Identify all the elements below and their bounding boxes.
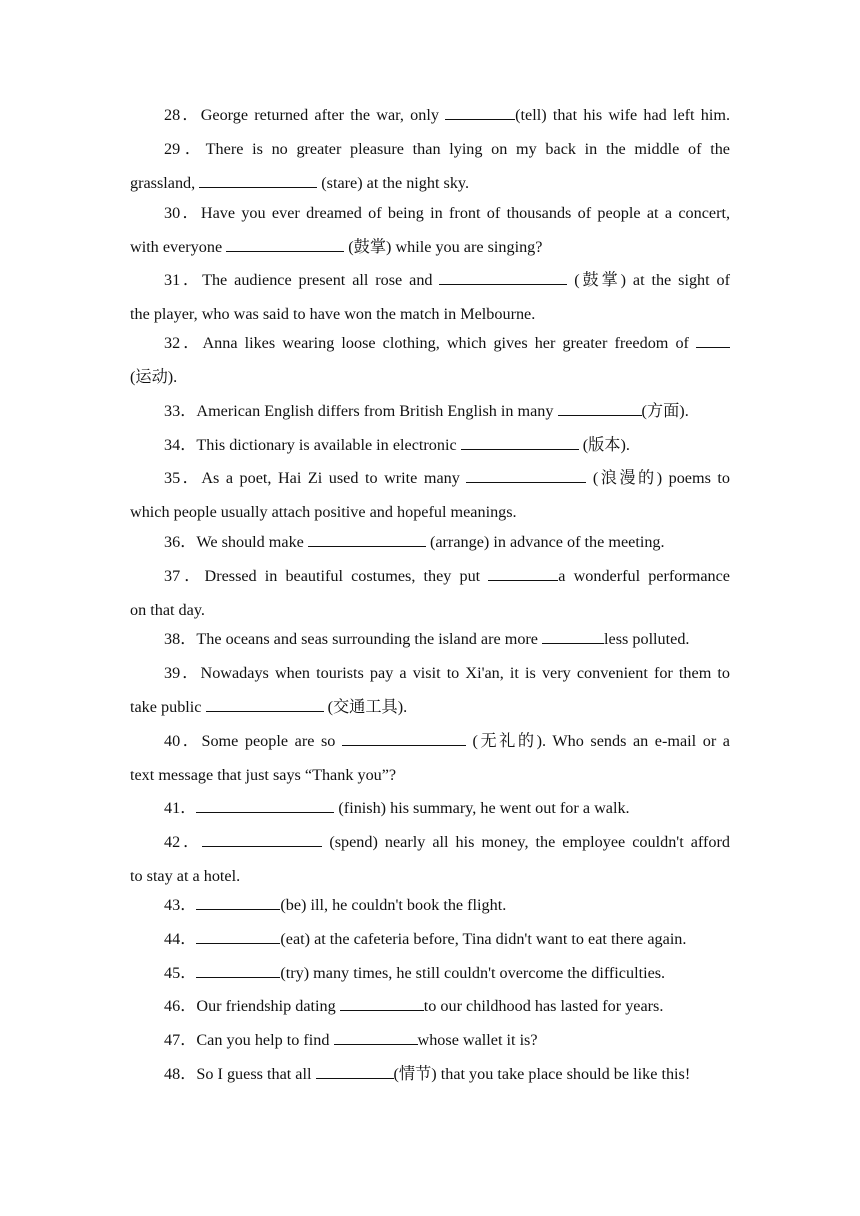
question-number: 28． xyxy=(164,106,201,124)
question-line xyxy=(130,395,730,429)
question-line xyxy=(130,1058,730,1092)
question-text: take public xyxy=(130,697,206,716)
question-line xyxy=(130,691,730,725)
question-47 xyxy=(130,1024,730,1058)
question-line xyxy=(130,496,730,530)
question-text: (交通工具). xyxy=(323,697,408,716)
question-number: 35． xyxy=(164,469,202,487)
answer-blank[interactable] xyxy=(542,630,604,644)
question-text: The audience present all rose and xyxy=(202,271,440,289)
question-line xyxy=(130,923,730,957)
answer-blank[interactable] xyxy=(461,436,579,450)
question-text: a wonderful performance xyxy=(558,567,730,585)
question-number: 34． xyxy=(164,436,197,454)
question-35 xyxy=(130,462,730,529)
question-number: 43． xyxy=(164,896,197,914)
question-number: 45． xyxy=(164,964,197,982)
question-line xyxy=(130,231,730,265)
question-text: whose wallet it is? xyxy=(417,1031,538,1049)
question-text: Can you help to find xyxy=(196,1031,334,1049)
question-line xyxy=(130,759,730,793)
question-text: on that day. xyxy=(130,600,205,619)
question-48 xyxy=(130,1058,730,1092)
question-line xyxy=(130,1024,730,1058)
question-line xyxy=(130,725,730,759)
question-text: (方面). xyxy=(641,402,689,420)
question-number: 29． xyxy=(164,140,206,158)
question-line xyxy=(130,657,730,691)
question-line xyxy=(130,623,730,657)
question-text: grassland, xyxy=(130,173,200,192)
answer-blank[interactable] xyxy=(334,1031,418,1045)
question-line xyxy=(130,429,730,463)
answer-blank[interactable] xyxy=(342,732,466,746)
question-line xyxy=(130,560,730,594)
question-text: George returned after the war, only xyxy=(200,106,446,124)
question-text: (情节) that you take place should be like this! xyxy=(393,1065,691,1083)
question-text: As a poet, Hai Zi used to write many xyxy=(201,469,467,487)
question-number: 44． xyxy=(164,930,197,948)
question-text: to our childhood has lasted for years. xyxy=(423,997,664,1015)
question-43 xyxy=(130,889,730,923)
question-text: American English differs from British English in many xyxy=(196,402,558,420)
answer-blank[interactable] xyxy=(226,238,344,252)
question-text: text message that just says “Thank you”? xyxy=(130,765,397,784)
question-34 xyxy=(130,429,730,463)
answer-blank[interactable] xyxy=(439,271,567,285)
question-37 xyxy=(130,560,730,627)
question-number: 46． xyxy=(164,997,197,1015)
question-line xyxy=(130,957,730,991)
question-text: Have you ever dreamed of being in front of thousands of people at a concert, xyxy=(200,204,731,222)
question-text: which people usually attach positive and hopeful meanings. xyxy=(130,502,517,521)
question-text: (版本). xyxy=(578,436,630,454)
answer-blank[interactable] xyxy=(196,964,280,978)
question-text: Dressed in beautiful costumes, they put xyxy=(204,567,489,585)
question-number: 31． xyxy=(164,271,203,289)
question-number: 40． xyxy=(164,732,202,750)
answer-blank[interactable] xyxy=(340,997,424,1011)
question-line xyxy=(130,361,730,395)
answer-blank[interactable] xyxy=(206,698,324,712)
question-line xyxy=(130,167,730,201)
question-text: (spend) nearly all his money, the employee couldn't afford xyxy=(322,833,730,851)
question-number: 37． xyxy=(164,567,205,585)
question-text: We should make xyxy=(196,533,308,551)
question-45 xyxy=(130,957,730,991)
question-number: 32． xyxy=(164,334,203,352)
question-text: Nowadays when tourists pay a visit to Xi'an, it is very convenient for them to xyxy=(200,664,731,682)
answer-blank[interactable] xyxy=(466,469,586,483)
answer-blank[interactable] xyxy=(196,930,280,944)
question-line xyxy=(130,462,730,496)
question-number: 33． xyxy=(164,402,197,420)
question-44 xyxy=(130,923,730,957)
question-text: There is no greater pleasure than lying on my back in the middle of the xyxy=(205,140,730,158)
question-text: (finish) his summary, he went out for a walk. xyxy=(334,799,630,817)
question-line xyxy=(130,526,730,560)
question-line xyxy=(130,826,730,860)
question-line xyxy=(130,792,730,826)
question-text: (try) many times, he still couldn't overcome the difficulties. xyxy=(280,964,666,982)
question-41 xyxy=(130,792,730,826)
question-text: (stare) at the night sky. xyxy=(317,173,470,192)
question-text: This dictionary is available in electronic xyxy=(196,436,461,454)
question-number: 42． xyxy=(164,833,203,851)
question-line xyxy=(130,99,730,133)
question-text: (鼓掌) while you are singing? xyxy=(344,237,543,256)
question-text: to stay at a hotel. xyxy=(130,866,241,885)
question-text: So I guess that all xyxy=(196,1065,316,1083)
question-text: (tell) that his wife had left him. xyxy=(515,106,730,124)
question-text: (eat) at the cafeteria before, Tina didn't want to eat there again. xyxy=(280,930,687,948)
answer-blank[interactable] xyxy=(488,567,558,581)
answer-blank[interactable] xyxy=(558,402,642,416)
question-text: (浪漫的) poems to xyxy=(586,469,730,487)
question-32 xyxy=(130,327,730,394)
question-number: 30． xyxy=(164,204,201,222)
question-29 xyxy=(130,133,730,200)
question-text: Some people are so xyxy=(201,732,342,750)
question-40 xyxy=(130,725,730,792)
question-39 xyxy=(130,657,730,724)
question-text: The oceans and seas surrounding the island are more xyxy=(196,630,543,648)
question-text: (be) ill, he couldn't book the flight. xyxy=(280,896,507,914)
question-46 xyxy=(130,990,730,1024)
question-38 xyxy=(130,623,730,657)
question-text: Our friendship dating xyxy=(196,997,340,1015)
question-text: (arrange) in advance of the meeting. xyxy=(425,533,665,551)
answer-blank[interactable] xyxy=(196,799,334,813)
question-number: 39． xyxy=(164,664,201,682)
answer-blank[interactable] xyxy=(308,533,426,547)
question-28 xyxy=(130,99,730,133)
question-text: with everyone xyxy=(130,237,227,256)
question-36 xyxy=(130,526,730,560)
answer-blank[interactable] xyxy=(199,174,317,188)
question-text: Anna likes wearing loose clothing, which gives her greater freedom of xyxy=(202,334,697,352)
question-text: the player, who was said to have won the match in Melbourne. xyxy=(130,304,536,323)
question-31 xyxy=(130,264,730,331)
answer-blank[interactable] xyxy=(696,334,730,348)
answer-blank[interactable] xyxy=(316,1065,394,1079)
question-line xyxy=(130,889,730,923)
question-text: less polluted. xyxy=(604,630,690,648)
question-line xyxy=(130,264,730,298)
question-line xyxy=(130,327,730,361)
question-number: 41． xyxy=(164,799,197,817)
answer-blank[interactable] xyxy=(202,833,322,847)
question-number: 36． xyxy=(164,533,197,551)
question-33 xyxy=(130,395,730,429)
question-line xyxy=(130,133,730,167)
question-line xyxy=(130,197,730,231)
question-number: 48． xyxy=(164,1065,197,1083)
question-text: (鼓掌) at the sight of xyxy=(567,271,731,289)
question-number: 38． xyxy=(164,630,197,648)
answer-blank[interactable] xyxy=(196,896,280,910)
question-line xyxy=(130,990,730,1024)
question-text: (无礼的). Who sends an e-mail or a xyxy=(465,732,730,750)
answer-blank[interactable] xyxy=(445,106,515,120)
question-30 xyxy=(130,197,730,264)
question-number: 47． xyxy=(164,1031,197,1049)
question-text: (运动). xyxy=(130,367,178,386)
question-42 xyxy=(130,826,730,893)
